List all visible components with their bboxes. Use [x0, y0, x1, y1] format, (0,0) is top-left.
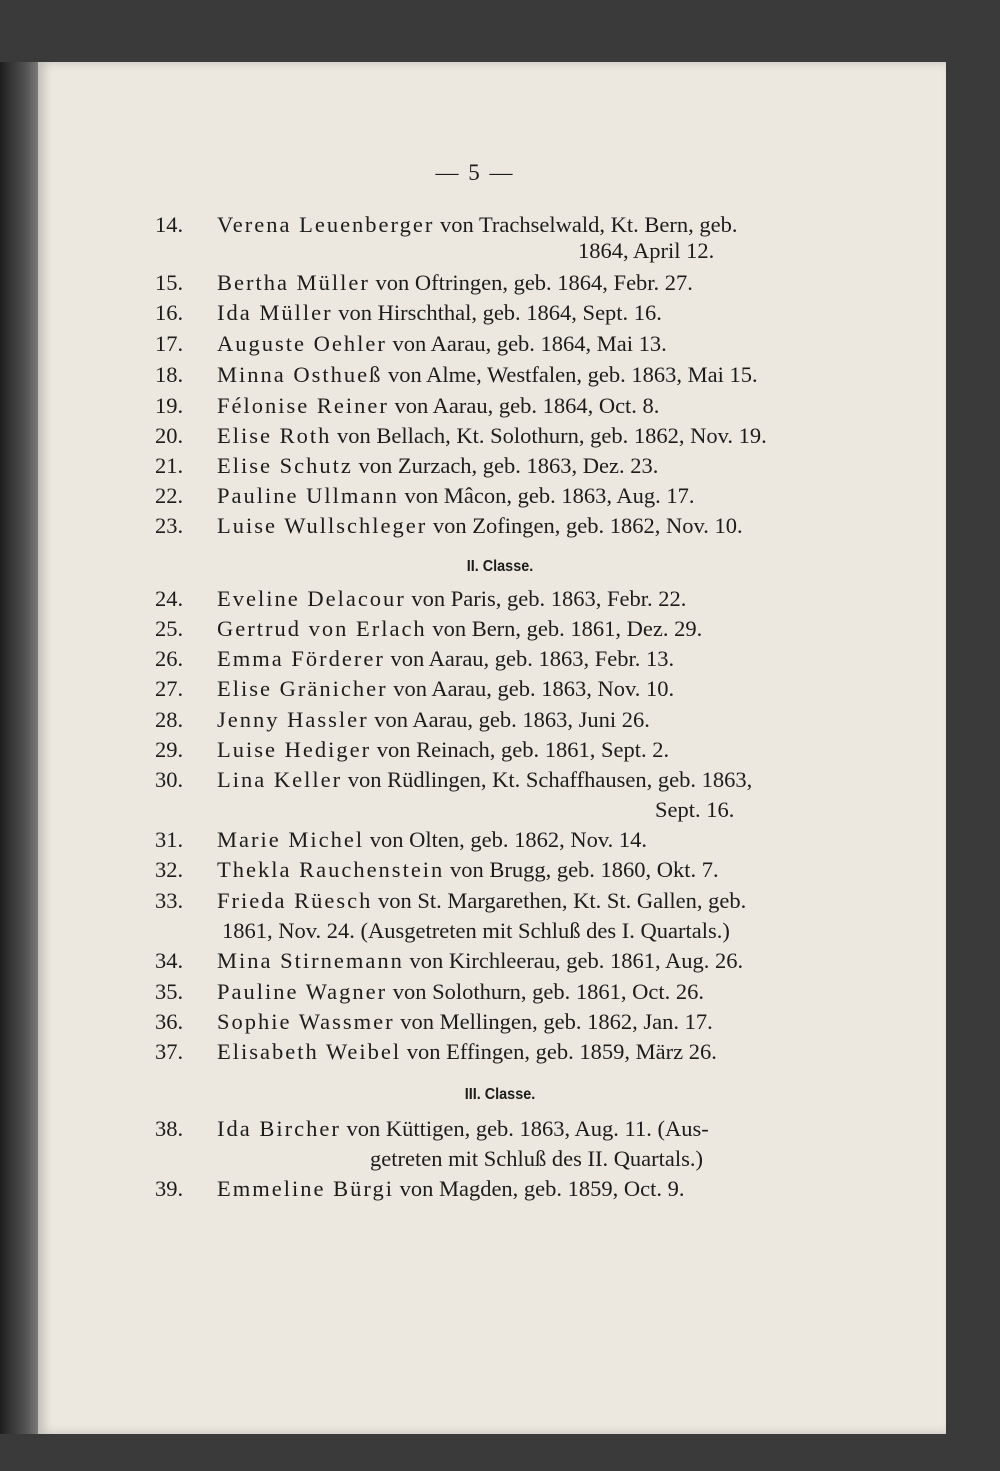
list-item: 25. Gertrud von Erlach von Bern, geb. 1861, Dez. 29. — [155, 616, 703, 641]
book-spine — [0, 62, 38, 1434]
page-number: — 5 — — [435, 160, 515, 185]
list-item: 31. Marie Michel von Olten, geb. 1862, Nov. 14. — [155, 827, 647, 852]
list-item: 14. Verena Leuenberger von Trachselwald, Kt. Bern, geb. — [155, 212, 738, 237]
list-item: 30. Lina Keller von Rüdlingen, Kt. Schaffhausen, geb. 1863, — [155, 767, 753, 792]
list-item: 17. Auguste Oehler von Aarau, geb. 1864, Mai 13. — [155, 331, 667, 356]
list-item-continuation: getreten mit Schluß des II. Quartals.) — [370, 1146, 704, 1171]
list-item: 34. Mina Stirnemann von Kirchleerau, geb. 1861, Aug. 26. — [155, 948, 744, 973]
list-item: 27. Elise Gränicher von Aarau, geb. 1863, Nov. 10. — [155, 676, 675, 701]
list-item: 33. Frieda Rüesch von St. Margarethen, Kt. St. Gallen, geb. — [155, 888, 747, 913]
list-item-continuation: 1861, Nov. 24. (Ausgetreten mit Schluß des I. Quartals.) — [222, 918, 730, 943]
list-item: 15. Bertha Müller von Oftringen, geb. 1864, Febr. 27. — [155, 270, 693, 295]
list-item: 23. Luise Wullschleger von Zofingen, geb. 1862, Nov. 10. — [155, 513, 743, 538]
section-heading-class-2: II. Classe. — [466, 558, 534, 575]
list-item: 21. Elise Schutz von Zurzach, geb. 1863, Dez. 23. — [155, 453, 659, 478]
list-item-continuation: Sept. 16. — [655, 797, 735, 822]
list-item: 28. Jenny Hassler von Aarau, geb. 1863, Juni 26. — [155, 707, 650, 732]
list-item: 20. Elise Roth von Bellach, Kt. Solothurn, geb. 1862, Nov. 19. — [155, 423, 767, 448]
list-item: 37. Elisabeth Weibel von Effingen, geb. 1859, März 26. — [155, 1039, 717, 1064]
list-item: 36. Sophie Wassmer von Mellingen, geb. 1862, Jan. 17. — [155, 1009, 713, 1034]
list-item-continuation: 1864, April 12. — [578, 238, 715, 263]
list-item: 29. Luise Hediger von Reinach, geb. 1861, Sept. 2. — [155, 737, 670, 762]
list-item: 38. Ida Bircher von Küttigen, geb. 1863, Aug. 11. (Aus- — [155, 1116, 709, 1141]
list-item: 16. Ida Müller von Hirschthal, geb. 1864, Sept. 16. — [155, 300, 662, 325]
list-item: 26. Emma Förderer von Aarau, geb. 1863, Febr. 13. — [155, 646, 675, 671]
list-item: 35. Pauline Wagner von Solothurn, geb. 1861, Oct. 26. — [155, 979, 704, 1004]
list-item: 18. Minna Osthueß von Alme, Westfalen, geb. 1863, Mai 15. — [155, 362, 758, 387]
list-item: 19. Félonise Reiner von Aarau, geb. 1864, Oct. 8. — [155, 393, 660, 418]
list-item: 22. Pauline Ullmann von Mâcon, geb. 1863, Aug. 17. — [155, 483, 695, 508]
section-heading-class-3: III. Classe. — [464, 1086, 536, 1103]
list-item: 39. Emmeline Bürgi von Magden, geb. 1859, Oct. 9. — [155, 1176, 685, 1201]
list-item: 24. Eveline Delacour von Paris, geb. 1863, Febr. 22. — [155, 586, 687, 611]
list-item: 32. Thekla Rauchenstein von Brugg, geb. 1860, Okt. 7. — [155, 857, 719, 882]
